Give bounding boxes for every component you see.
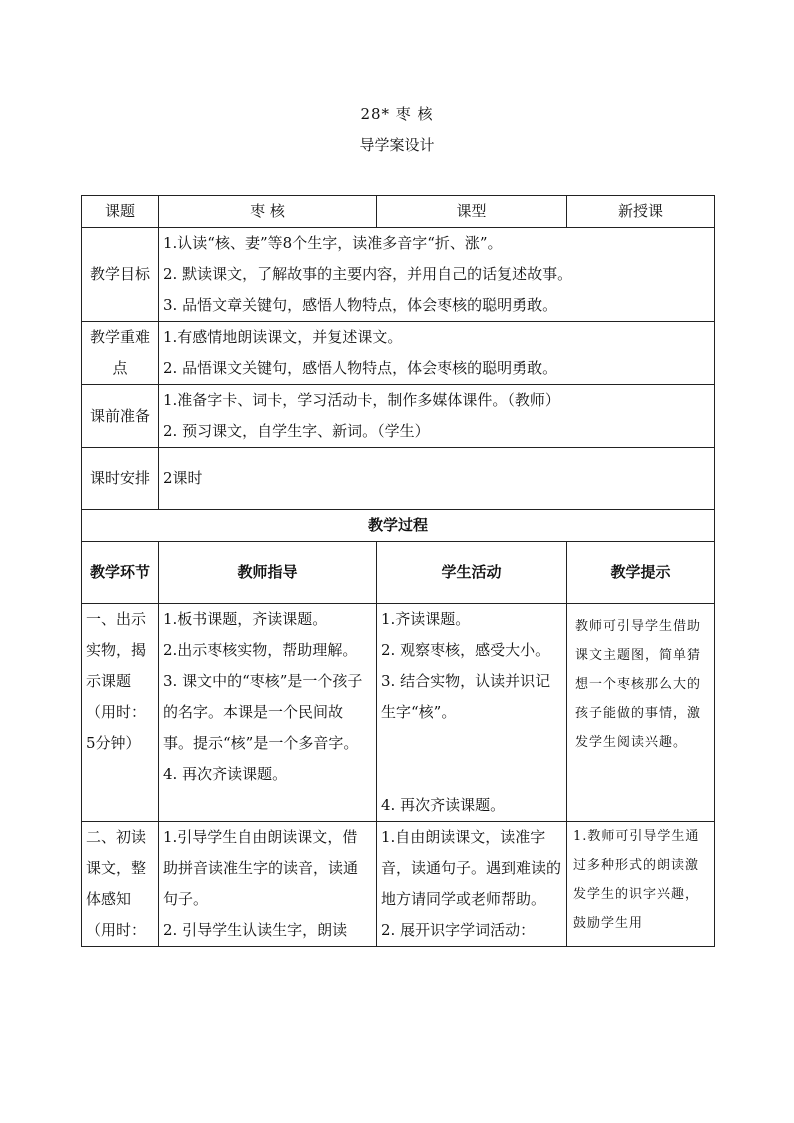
tip-cell: 教师可引导学生借助课文主题图，简单猜想一个枣核那么大的孩子能做的事情，激发学生阅读兴趣。 <box>567 604 715 822</box>
teacher-step: 4. 再次齐读课题。 <box>163 765 288 783</box>
document-title: 28* 枣 核 <box>360 105 434 123</box>
student-step: 2. 观察枣核，感受大小。 <box>381 641 551 659</box>
key-points-label: 教学重难点 <box>82 322 159 385</box>
topic-row <box>82 196 715 228</box>
goals-row <box>82 228 715 322</box>
topic-label: 课题 <box>82 196 159 228</box>
col-stage-header: 教学环节 <box>82 542 159 604</box>
goal-item: 2. 默读课文，了解故事的主要内容，并用自己的话复述故事。 <box>163 265 573 283</box>
student-step: 1.齐读课题。 <box>381 610 471 628</box>
hours-value: 2课时 <box>159 448 715 510</box>
col-tip-header: 教学提示 <box>567 542 715 604</box>
student-step: 2. 展开识字学词活动： <box>381 921 536 939</box>
key-points-row <box>82 322 715 385</box>
prep-label: 课前准备 <box>82 385 159 448</box>
col-student-header: 学生活动 <box>377 542 567 604</box>
process-row-1 <box>82 604 715 822</box>
col-teacher-header: 教师指导 <box>159 542 377 604</box>
teacher-step: 3. 课文中的“枣核”是一个孩子的名字。本课是一个民间故事。提示“核”是一个多音字。 <box>163 672 363 752</box>
tip-cell: 1.教师可引导学生通过多种形式的朗读激发学生的识字兴趣，鼓励学生用 <box>567 822 715 947</box>
lesson-plan-table <box>81 195 715 947</box>
process-row-2 <box>82 822 715 947</box>
prep-row <box>82 385 715 448</box>
process-title-row <box>82 510 715 542</box>
student-step: 3. 结合实物，认读并识记生字“核”。 <box>381 672 551 721</box>
process-header-row <box>82 542 715 604</box>
hours-row <box>82 448 715 510</box>
key-point-item: 2. 品悟课文关键句，感悟人物特点，体会枣核的聪明勇敢。 <box>163 359 558 377</box>
hours-label: 课时安排 <box>82 448 159 510</box>
teacher-cell <box>159 604 377 822</box>
document-subtitle: 导学案设计 <box>359 136 435 154</box>
key-points-cell <box>159 322 715 385</box>
type-value: 新授课 <box>567 196 715 228</box>
student-cell <box>377 604 567 822</box>
goals-cell <box>159 228 715 322</box>
teacher-step: 1.引导学生自由朗读课文，借助拼音读准生字的读音，读通句子。 <box>163 828 359 908</box>
teacher-step: 1.板书课题，齐读课题。 <box>163 610 328 628</box>
prep-item: 2. 预习课文，自学生字、新词。（学生） <box>163 422 430 440</box>
goal-item: 3. 品悟文章关键句，感悟人物特点，体会枣核的聪明勇敢。 <box>163 296 558 314</box>
stage-cell: 二、初读课文，整体感知（用时： <box>82 822 159 947</box>
process-title: 教学过程 <box>82 510 715 542</box>
student-step: 4. 再次齐读课题。 <box>381 796 506 814</box>
prep-cell <box>159 385 715 448</box>
teacher-cell <box>159 822 377 947</box>
teacher-step: 2. 引导学生认读生字，朗读 <box>163 921 348 939</box>
teacher-step: 2.出示枣核实物，帮助理解。 <box>163 641 358 659</box>
goal-item: 1.认读“核、妻”等8个生字，读准多音字“折、涨”。 <box>163 234 503 252</box>
type-label: 课型 <box>377 196 567 228</box>
goals-label: 教学目标 <box>82 228 159 322</box>
student-step: 1.自由朗读课文，读准字音，读通句子。遇到难读的地方请同学或老师帮助。 <box>381 828 562 908</box>
prep-item: 1.准备字卡、词卡，学习活动卡，制作多媒体课件。（教师） <box>163 391 560 409</box>
key-point-item: 1.有感情地朗读课文，并复述课文。 <box>163 328 403 346</box>
topic-value: 枣 核 <box>159 196 377 228</box>
stage-cell: 一、出示实物，揭示课题（用时：5分钟） <box>82 604 159 822</box>
student-cell <box>377 822 567 947</box>
